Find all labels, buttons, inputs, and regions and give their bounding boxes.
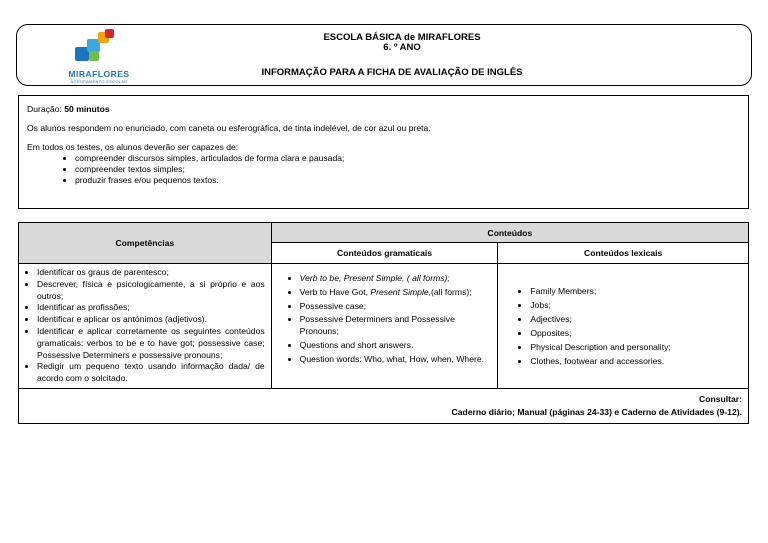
document-title: INFORMAÇÃO PARA A FICHA DE AVALIAÇÃO DE INGLÊS	[261, 67, 523, 78]
school-heading	[217, 33, 587, 53]
conteudos-header: Conteúdos	[271, 223, 748, 243]
competencias-cell	[19, 264, 272, 389]
gram-text: Verb to Have Got,	[299, 286, 371, 297]
list-item: • Identificar e aplicar corretamente os seguintes conteúdos gramaticais: verbos to be e to have got; possessive case; Possessive Determiners e possessive pronouns;	[37, 326, 265, 361]
list-item: • Physical Description and personality;	[530, 340, 742, 354]
list-item: • Questions and short answers.	[300, 340, 492, 352]
list-item	[300, 287, 492, 299]
duration-value: 50 minutos	[64, 104, 110, 114]
list-item: • Identificar e aplicar os antónimos (adjetivos).	[37, 314, 265, 326]
logo-subtitle: AGRUPAMENTO ESCOLAR	[70, 79, 128, 84]
list-item: • Redigir um pequeno texto usando informação dada/ de acordo com o solcitado.	[37, 361, 265, 385]
consult-footer	[19, 388, 749, 423]
gram-text-italic: Present Simple,	[370, 286, 432, 297]
list-item: • Jobs;	[530, 298, 742, 312]
list-item: • Verb to be, Present Simple, ( all forms);	[300, 273, 492, 285]
info-box	[18, 95, 749, 209]
gramaticais-cell	[271, 264, 498, 389]
competencias-list	[25, 267, 265, 385]
gramaticais-list	[284, 273, 492, 366]
list-item: • Possessive case;	[300, 301, 492, 313]
list-item: • produzir frases e/ou pequenos textos.	[75, 175, 740, 186]
logo-text: MIRAFLORES	[68, 69, 130, 79]
competencias-header: Competências	[19, 223, 272, 264]
list-item: • Family Members;	[530, 284, 742, 298]
consult-label: Consultar:	[699, 393, 742, 404]
gramaticais-header: Conteúdos gramaticais	[271, 243, 498, 264]
lexicais-cell	[498, 264, 749, 389]
list-item: • Question words: Who, what, How, when, Where.	[300, 354, 492, 366]
lexicais-list	[514, 284, 742, 368]
school-logo	[57, 29, 147, 84]
list-item: • Clothes, footwear and accessories.	[530, 354, 742, 368]
grade-label: 6. º ANO	[383, 42, 421, 53]
lexicais-header: Conteúdos lexicais	[498, 243, 749, 264]
list-item: • Opposites;	[530, 326, 742, 340]
logo-cubes-icon	[71, 29, 127, 69]
school-name: ESCOLA BÁSICA de MIRAFLORES	[323, 32, 481, 43]
gram-text: (all forms);	[431, 286, 472, 297]
list-item: • Identificar as profissões;	[37, 302, 265, 314]
skills-intro: Em todos os testes, os alunos deverão ser capazes de:	[27, 142, 239, 152]
skills-list	[27, 153, 740, 186]
list-item: • compreender textos simples;	[75, 164, 740, 175]
list-item: • Adjectives;	[530, 312, 742, 326]
duration-line	[27, 104, 740, 115]
duration-label: Duração:	[27, 104, 65, 114]
content-table	[18, 222, 749, 424]
list-item: • Identificar os graus de parentesco;	[37, 267, 265, 279]
list-item: • Descrever, física e psicologicamente, a si próprio e aos outros;	[37, 279, 265, 303]
consult-text: Caderno diário; Manual (páginas 24-33) e Caderno de Atividades (9-12).	[451, 406, 742, 417]
list-item: • compreender discursos simples, articulados de forma clara e pausada;	[75, 153, 740, 164]
answer-note: Os alunos respondem no enunciado, com caneta ou esferográfica, de tinta indelével, de cor azul ou preta.	[27, 123, 431, 133]
header-box	[16, 24, 752, 86]
list-item: • Possessive Determiners and Possessive Pronouns;	[300, 314, 492, 338]
